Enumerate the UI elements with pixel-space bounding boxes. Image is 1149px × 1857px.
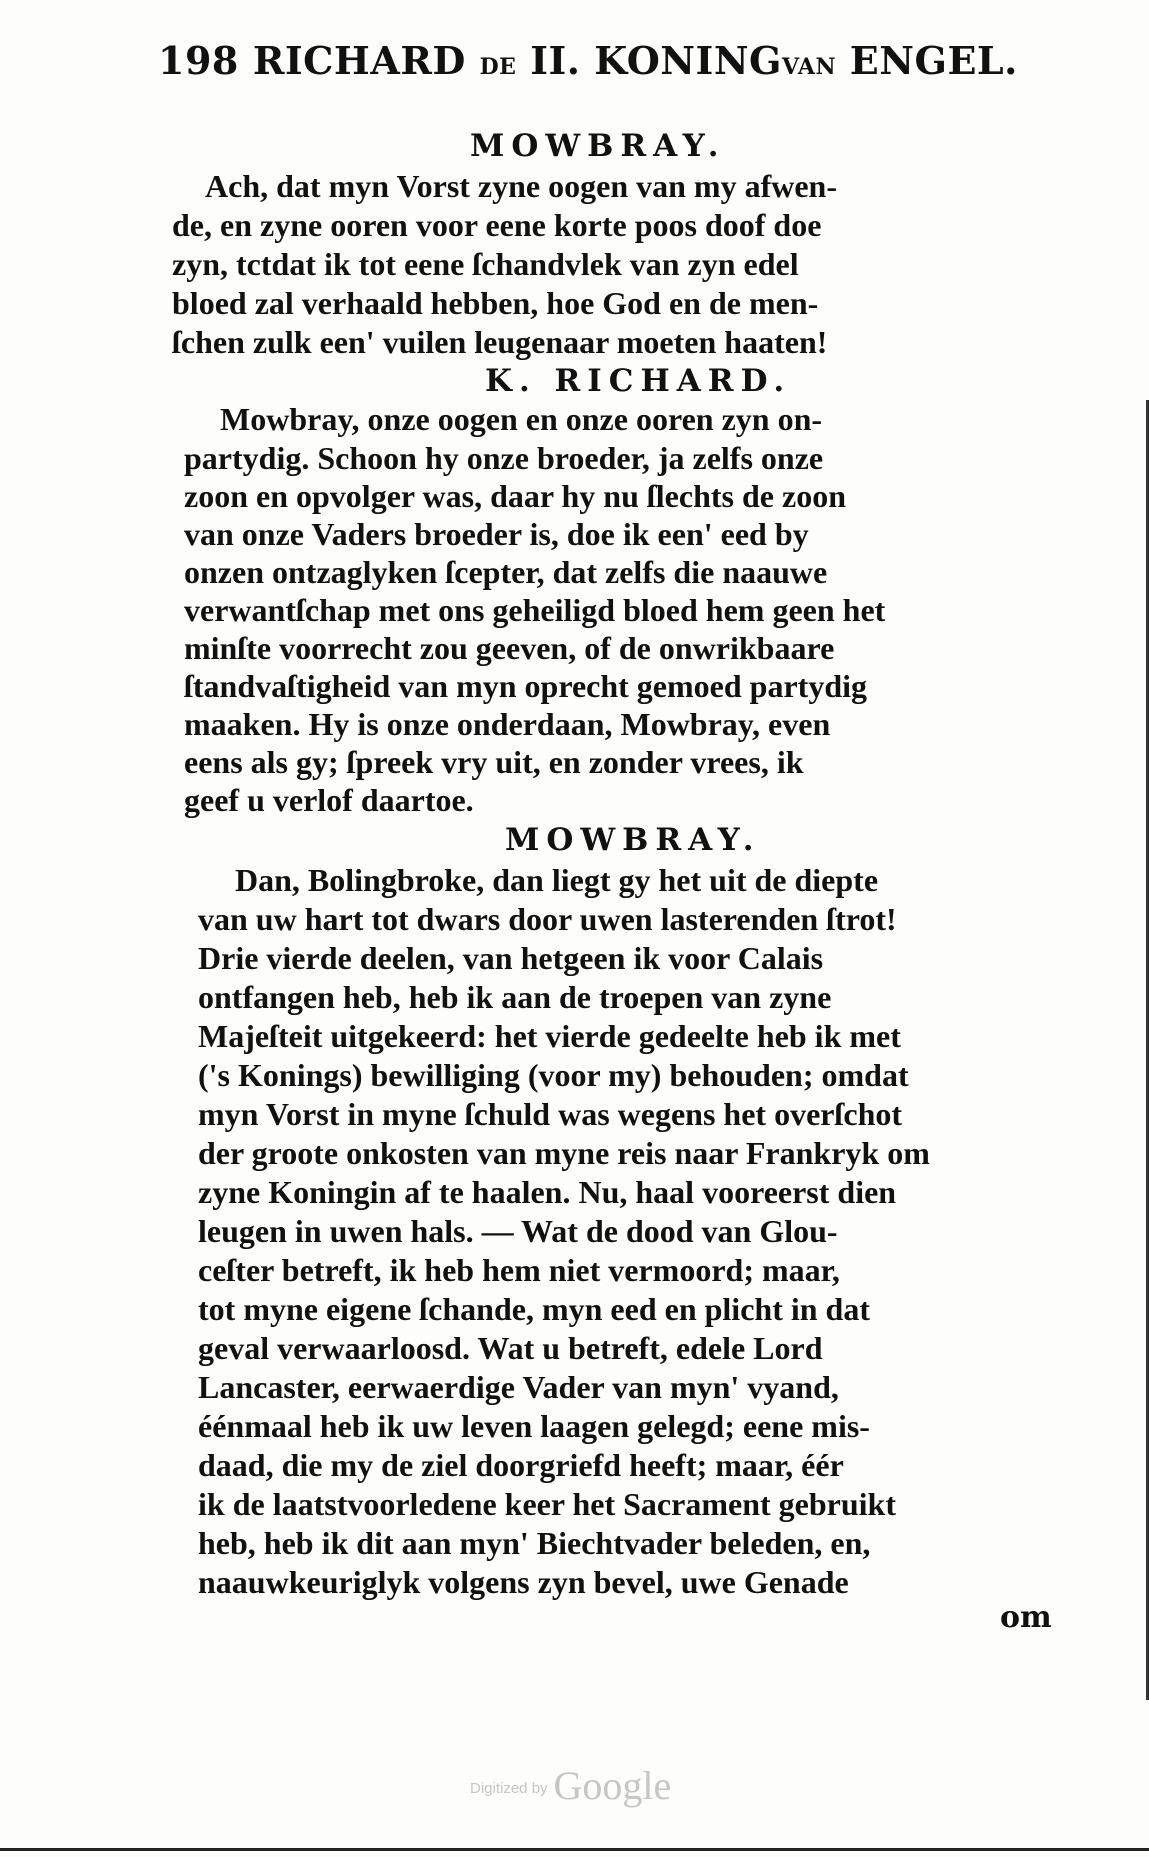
text-line: naauwkeuriglyk volgens zyn bevel, uwe Genade [198, 1564, 849, 1600]
text-line: ceſter betreft, ik heb hem niet vermoord; maar, [198, 1252, 840, 1288]
header-title-koning: II. KONING [530, 38, 783, 83]
speaker-heading: MOWBRAY. [470, 128, 726, 164]
text-line: zyne Koningin af te haalen. Nu, haal vooreerst dien [198, 1174, 897, 1210]
text-line: minſte voorrecht zou geeven, of de onwrikbaare [184, 630, 835, 666]
text-line: van uw hart tot dwars door uwen lasterenden ſtrot! [198, 901, 897, 937]
text-line: éénmaal heb ik uw leven laagen gelegd; eene mis- [198, 1408, 870, 1444]
text-line: Ach, dat myn Vorst zyne oogen van my afwen- [205, 168, 837, 204]
text-line: zyn, tctdat ik tot eene ſchandvlek van zyn edel [172, 246, 799, 282]
text-line: van onze Vaders broeder is, doe ik een' eed by [184, 516, 809, 552]
text-line: eens als gy; ſpreek vry uit, en zonder vrees, ik [184, 744, 804, 780]
text-line: tot myne eigene ſchande, myn eed en plicht in dat [198, 1291, 870, 1327]
page-number: 198 [158, 38, 239, 83]
text-line: leugen in uwen hals. — Wat de dood van Glou- [198, 1213, 838, 1249]
header-title-engel: ENGEL. [849, 38, 1018, 83]
header-title-richard: RICHARD [252, 38, 466, 83]
text-line: daad, die my de ziel doorgriefd heeft; maar, éér [198, 1447, 844, 1483]
text-line: de, en zyne ooren voor eene korte poos doof doe [172, 207, 822, 243]
text-line: myn Vorst in myne ſchuld was wegens het overſchot [198, 1096, 903, 1132]
text-line: der groote onkosten van myne reis naar Frankryk om [198, 1135, 930, 1171]
text-line: ſchen zulk een' vuilen leugenaar moeten haaten! [172, 324, 828, 360]
speaker-heading: MOWBRAY. [505, 822, 761, 858]
text-line: Mowbray, onze oogen en onze ooren zyn on- [220, 401, 823, 437]
text-line: geef u verlof daartoe. [184, 782, 474, 818]
header-title-de: DE [479, 54, 517, 80]
text-line: geval verwaarloosd. Wat u betreft, edele Lord [198, 1330, 823, 1366]
header-title-van: VAN [782, 54, 837, 80]
text-line: zoon en opvolger was, daar hy nu ſlechts de zoon [184, 478, 846, 514]
scan-bottom-edge [0, 1848, 1149, 1851]
text-line: Dan, Bolingbroke, dan liegt gy het uit de diepte [235, 862, 879, 898]
text-line: partydig. Schoon hy onze broeder, ja zelfs onze [184, 440, 824, 476]
text-line: ('s Konings) bewilliging (voor my) behouden; omdat [198, 1057, 909, 1093]
text-line: bloed zal verhaald hebben, hoe God en de men- [172, 285, 819, 321]
text-line: ſtandvaſtigheid van myn oprecht gemoed partydig [184, 668, 867, 704]
text-line: verwantſchap met ons geheiligd bloed hem geen het [184, 592, 886, 628]
running-header [158, 38, 1018, 88]
speaker-heading: K. RICHARD. [485, 363, 792, 399]
text-line: heb, heb ik dit aan myn' Biechtvader beleden, en, [198, 1525, 871, 1561]
google-logo: Google [553, 1763, 672, 1808]
text-line: Lancaster, eerwaerdige Vader van myn' vyand, [198, 1369, 839, 1405]
catchword: om [1000, 1600, 1052, 1635]
text-line: ontfangen heb, heb ik aan de troepen van zyne [198, 979, 832, 1015]
digitized-watermark [470, 1762, 671, 1822]
text-line: Majeſteit uitgekeerd: het vierde gedeelte heb ik met [198, 1018, 901, 1054]
text-line: ik de laatstvoorledene keer het Sacrament gebruikt [198, 1486, 896, 1522]
text-line: Drie vierde deelen, van hetgeen ik voor Calais [198, 940, 824, 976]
watermark-prefix: Digitized by [470, 1780, 548, 1797]
text-line: onzen ontzaglyken ſcepter, dat zelfs die naauwe [184, 554, 828, 590]
text-line: maaken. Hy is onze onderdaan, Mowbray, even [184, 706, 831, 742]
